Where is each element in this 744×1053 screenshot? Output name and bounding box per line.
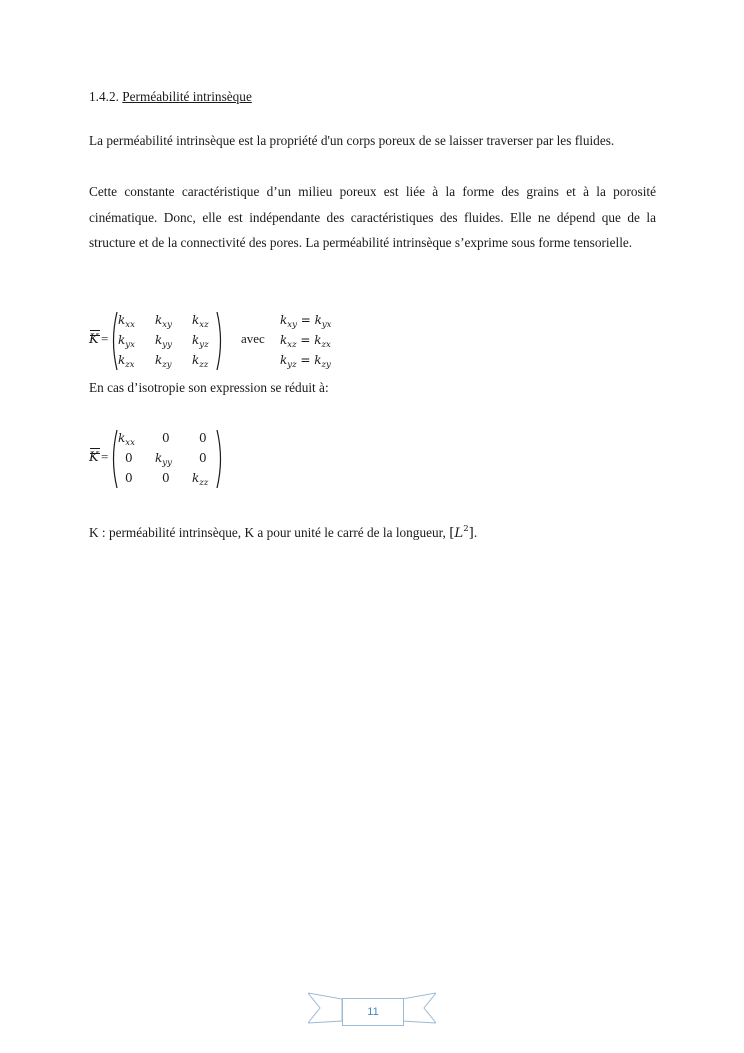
tensor-equation-isotropic <box>89 428 389 490</box>
matrix-cell: $k_{zy}$ <box>155 353 172 370</box>
unit-expression: $[L^2]$ <box>449 524 474 541</box>
matrix-cell: $k_{zx}$ <box>118 353 135 370</box>
paragraph-unit <box>89 524 477 541</box>
section-number: 1.4.2. <box>89 89 119 104</box>
right-parenthesis <box>215 310 225 372</box>
section-title: Perméabilité intrinsèque <box>122 89 252 104</box>
symmetry-relation: $k_{yz} = k_{zy}$ <box>280 353 331 370</box>
matrix-cell: $k_{xx}$ <box>118 431 135 448</box>
matrix-cell: 0 <box>199 451 207 465</box>
symmetry-relation: $k_{xy} = k_{yx}$ <box>280 313 332 330</box>
matrix-cell: 0 <box>199 431 207 445</box>
tensor-equation-full <box>89 310 389 372</box>
matrix-cell: $k_{xx}$ <box>118 313 135 330</box>
matrix-cell: $k_{xy}$ <box>155 313 172 330</box>
matrix-cell: $k_{zz}$ <box>192 353 209 370</box>
paragraph-isotropy: En cas d’isotropie son expression se réduit à: <box>89 380 329 395</box>
paragraph-definition: La perméabilité intrinsèque est la propriété d'un corps poreux de se laisser traverser par les fluides. <box>89 133 615 148</box>
matrix-cell: $k_{xz}$ <box>192 313 209 330</box>
matrix-cell: $k_{yy}$ <box>155 451 172 468</box>
matrix-cell: $k_{zz}$ <box>192 471 209 488</box>
right-parenthesis <box>215 428 225 490</box>
page-number: 11 <box>342 998 404 1026</box>
tensor-symbol: K <box>89 332 99 347</box>
matrix-cell: 0 <box>162 431 170 445</box>
matrix-cell: $k_{yy}$ <box>155 333 172 350</box>
tensor-symbol: K <box>89 450 99 465</box>
matrix-cell: $k_{yz}$ <box>192 333 209 350</box>
paragraph-description: Cette constante caractéristique d’un milieu poreux est liée à la forme des grains et à la porosité cinématique. Donc, elle est indépendante des caractéristiques des fluides. Elle ne dépend que de la structure et de la connectivité des pores. La perméabilité intrinsèque s’exprime sous forme tensorielle. <box>89 184 656 251</box>
matrix-cell: 0 <box>125 471 133 485</box>
matrix-cell: 0 <box>162 471 170 485</box>
equals-sign: = <box>101 449 109 464</box>
symmetry-relation: $k_{xz} = k_{zx}$ <box>280 333 331 350</box>
section-heading <box>89 89 252 105</box>
matrix-cell: 0 <box>125 451 133 465</box>
matrix-cell: $k_{yx}$ <box>118 333 135 350</box>
unit-sentence: K : perméabilité intrinsèque, K a pour unité le carré de la longueur, <box>89 525 450 540</box>
equals-sign: = <box>101 331 109 346</box>
unit-period: . <box>473 525 478 540</box>
avec-label: avec <box>241 331 265 346</box>
